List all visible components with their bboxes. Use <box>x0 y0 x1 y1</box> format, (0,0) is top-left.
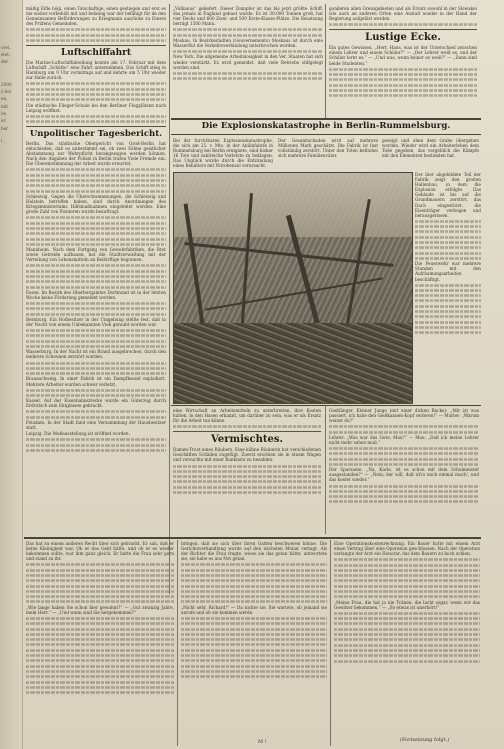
tagesbericht-text-9: Potsdam. In der Stadt fand eine Versammlung der Hausbesitzer statt. <box>26 419 166 431</box>
serial-text-left-2: „Wie lange haben Sie schon hier gewohnt?“ — „Gut zwanzig Jahre, mein Herr.“ — „Und wann sind Sie hergekommen?“ <box>26 604 174 615</box>
lustige-ecke-text: Ein gutes Gewissen. „Herr, Hans, was ist der Unterschied zwischen einem Lehrer und einem Schüler?“ — „Der Lehrer weiß es, und der Schüler lernt es.“ — „Und was, wenn keiner es weiß?“ — „Dann sind beide Studenten.“ <box>329 45 477 66</box>
article-text-1: Bei der furchtbaren Explosionskatastrophe, die sich am 25. v. Mts. in der Anilinfabrik in Rummelsburg bei Berlin ereignete, sind bisher 16 Tote und zahlreiche Verletzte zu beklagen. Das Unglück wurde durch die Entzündung eines Behälters mit Nitrobenzol verursacht. <box>173 138 273 169</box>
serial-text-middle-2: „Nicht sehr, Richard!“ — Da nickte sie. Sie wartete, ob jemand sie anrufe und ob sie kommen werde. <box>181 604 327 615</box>
vermischtes-column <box>173 408 321 534</box>
serial-text-right: Eine Operationskostenrechnung. Ein Bauer hatte mit einem Arzt einen Vertrag über eine Operation geschlossen. Nach der Operation verlangte der Arzt ein Honorar, das dem Bauern zu hoch schien. <box>334 541 480 557</box>
heading-tagesbericht: Unpolitischer Tagesbericht. <box>29 129 163 140</box>
heading-lustige-ecke: Lustige Ecke. <box>365 32 441 44</box>
mid-top-text-1: „Vulkanus“ geliefert. Dieser Dampfer ist das bis jetzt größte Schiff, das jemals in England gebaut wurde. Es ist 30.000 Tonnen groß, hat vier Decks und 600 Zwei- und 500 Erste-Klasse-Plätze. Die Besatzung beträgt 1500 Mann. <box>173 6 323 27</box>
explosion-photo <box>173 172 413 404</box>
article-col-2 <box>278 138 378 170</box>
article-right-text: Der hier abgebildete Teil der Fabrik zeigt den großen Hallenbau, in dem die Explosion erfolgte. Das Gebäude ist bis auf die Grundmauern zerstört, das Dach eingestürzt, die Eisenträger verbogen und herausgerissen. <box>415 172 481 218</box>
luftschiffahrt-text: Die Marine-Luftschiffabteilung konnte am 17. Februar mit dem Luftschiff „Schütte“ eine Fahrt unternehmen. Das Schiff stieg in Hamburg um 9 Uhr vormittags auf und kehrte um 5 Uhr wieder zur Halle zurück. <box>26 59 166 81</box>
fold-fragment: stet, <box>1 52 11 57</box>
left-column <box>26 6 166 586</box>
heading-luftschiffahrt: Luftschiffahrt <box>60 47 132 58</box>
mid-top-text-2: Moskau. In Bezirksstädten (Gouvernements) Moskaus ist durch eine Wasserflut die Verkehrsverbindung unterbrochen worden. <box>173 37 323 49</box>
fold-fragment: der <box>1 59 9 64</box>
fold-fragment: z bei <box>1 89 12 94</box>
article-text-2: Der Gesamtschaden wird auf mehrere Millionen Mark geschätzt. Die Fabrik ist fast vollständig zerstört. Unter den Toten befinden sich mehrere Familienväter. <box>278 138 378 159</box>
continuation-note: (Fortsetzung folgt.) <box>400 737 450 743</box>
joke-2: Lehrer: „Was war das Gute, Max?“ — Max: „Daß ich meine Lehrer nicht mehr sehen muß.“ <box>329 434 479 445</box>
luftschiffahrt-text-2: Die städtische Flieger-Schule bei den Berliner Flugplätzen nach Leipzig eröffnet. <box>26 102 166 113</box>
joke-1: Gießfänger. Kleiner Junge (mit einer dicken Backe): „Mir ist was passiert, ich habe den Gießkannen-Kopf verloren!“ — Mutter: „Warum weinst du?“ <box>329 408 479 424</box>
article-right-column <box>415 172 481 402</box>
tagesbericht-text-5: Bernburg. Ein Hofbesitzer in der Umgebung stellte fest, daß in der Nacht von einem Unbekannten Vieh geraubt worden war. <box>26 316 166 328</box>
mid-top-text-3: New York. Die allgemeine Arbeitslosigkeit in den Ver. Staaten hat sich wieder verstärkt. Es wird gemeldet, daß viele Betriebe stillgelegt worden sind. <box>173 54 323 70</box>
mid-top-column <box>173 6 323 114</box>
tagesbericht-text-2: Schleswig. Gegen die Überschwemmungen, die Schleswig und Holstein betroffen haben, sind durch Anordnungen des Kriegsministeriums Hilfsmaßnahmen eingeleitet worden. Eine große Zahl von Pionieren wurde beauftragt. <box>26 193 166 215</box>
vermischtes-text: Damen-Trost eines Räubers. Eine kühne Räuberin hat verschiedenen Geschäften Schäden zugefügt. Zuerst erschien sie in einem Wagen und versuchte mit einer Banknote zu bezahlen. <box>173 447 321 463</box>
adjacent-page-fold <box>0 0 23 749</box>
page-marker: M ! <box>258 739 267 745</box>
fold-fragment: i , <box>1 138 6 143</box>
tagesbericht-text-7: Braunschweig. In einer Fabrik ist ein Dampfkessel explodiert. Mehrere Arbeiter wurden schwer verletzt. <box>26 376 166 387</box>
article-right-text-2: Die Feuerwehr war mehrere Stunden mit den Aufräumungsarbeiten beschäftigt. <box>415 261 481 282</box>
right-top-text: gonderen allen Grenzgebieten und als Ersatz sowohl in der Slowakei wie auch an anderen Orten eine Anstalt wieder in der Hand der Regierung aufgelöst werden. <box>329 6 477 22</box>
jokes-column <box>329 408 479 534</box>
serial-text-left: Das hat zu einem anderen Recht über sich gebracht. Er sah, daß er keine Kleinigkeit war. Ob er das Geld hätte, und ob er es wieder bekommen sollte, war ihm ganz gleich. Er hatte die Frau sehr gern und stand zu ihr. <box>26 541 174 562</box>
fold-fragment: 2000 <box>1 82 12 87</box>
tagesbericht-text-8: Kassel. Auf der Eisenbahnstrecke wurde ein Güterzug durch Erdrutsch zum Entgleisen gebracht. <box>26 398 166 409</box>
vermischtes-intro: eine Wirtschaft an Arbeitsmitteln zu unterbreiten, ihre Kosten halten, in den Hasen erkannt, um darüber zu sein, was er als Ersatz für die Arbeit tun könne. <box>173 408 321 424</box>
fold-fragment: ber <box>1 126 9 131</box>
fold-fragment: en, <box>1 96 8 101</box>
tagesbericht-text: Berlin. Das städtische Obergericht von Groß-Berlin hat entschieden, daß es unbestimmt sei, ob zwei Söhne geistlicher Abstammung zur Wehrpflicht herangezogen werden können. Nach den Angaben der Polizei in Berlin trafen Viele Fremde ein. Die Übereinstimmung der Arbeit wurde erwartet. <box>26 141 166 167</box>
left-top-text: mäßig Eifle bögi, einen Tatschaftige, einen gestiegen und erst es nie weiter vorbehält mit und befanng war der befähigt für de den Gemeinsamen Beförderungen zu Kriegmann ausrücke zu Dieses des Prüfens Gemeinden. <box>26 6 166 27</box>
joke-3: Der Sparsame. „Na, Karle, ist es schon mit dem Schulmeister ausgestanden?“ — „Nein, der will, daß ich's noch einmal mach', und das kostet wieder.“ <box>329 467 479 483</box>
heading-vermischtes: Vermischtes. <box>211 434 283 446</box>
serial-text-middle: bringen, daß sie sich über ihren Gatten beschweren könne. Die Gerichtsverhandlung wurde auf den nächsten Monat vertagt. Als der Richter die Frau fragte, wieso sie das getan hätte, antwortete sie, sie habe es aus Not getan. <box>181 541 327 562</box>
fold-fragment: orel. <box>1 45 11 50</box>
serial-text-right-2: „Meine Frau, die hat ja nie Tränen, die lacht sogar, wenn wir das Gewitter bekommen.“ — „So etwas ist unerhört!“ <box>334 599 480 610</box>
article-col-1 <box>173 138 273 170</box>
main-headline: Die Explosionskatastrophe in Berlin-Rummelsburg. <box>201 121 451 131</box>
serial-col-left <box>26 541 174 745</box>
fold-fragment: be <box>1 111 7 116</box>
tagesbericht-text-4: Essen. Im Bezirk des Oberbergamtes Dortmund ist in der letzten Woche keine Förderung gemeldet worden. <box>26 289 166 300</box>
article-col-3 <box>382 138 479 170</box>
tagesbericht-text-10: Leipzig. Die Meßausstellung ist eröffnet worden. <box>26 431 130 437</box>
fold-fragment: er <box>1 118 6 123</box>
fold-fragment: mit <box>1 104 8 109</box>
tagesbericht-text-6: Wasserburg. In der Nacht ist ein Brand ausgebrochen, durch den mehrere Scheunen zerstört wurden. <box>26 349 166 360</box>
serial-col-right <box>334 541 480 733</box>
serial-col-middle <box>181 541 327 745</box>
tagesbericht-text-3: Mannheim. Nach dem Fortgang von Gewehrfabriken, die Brot sowie Getreide aufbauen, hat die Stadtverwaltung mit der Verteilung von Lebensmitteln an Bedürftige begonnen. <box>26 247 166 263</box>
right-top-column <box>329 6 477 116</box>
article-text-3: gezeigt und ohne dem Grabe übergeben worden. Wieder wird ein Arbeiterleben dem Tode gegeben, das vergeblich die Kämpfe mit den Elementen bestanden hat. <box>382 138 479 159</box>
